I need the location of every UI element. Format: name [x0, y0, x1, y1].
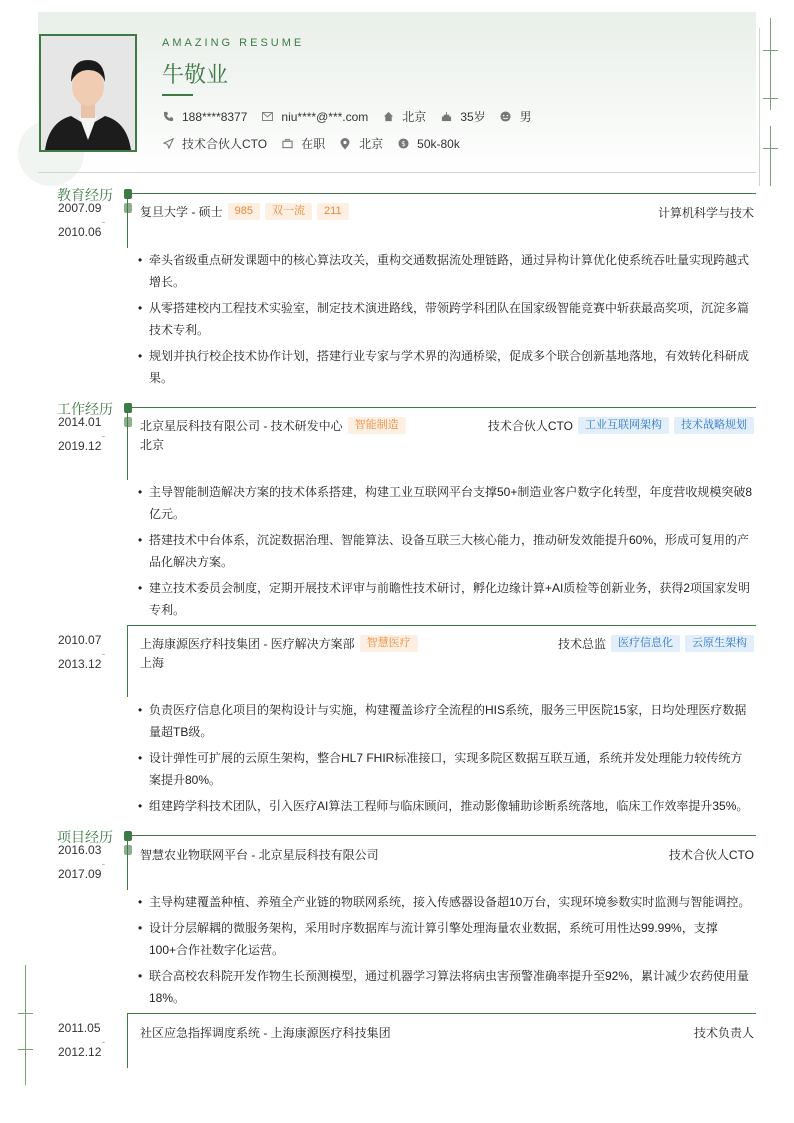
education-bullets [138, 249, 754, 393]
list-item: • 主导构建覆盖种植、养殖全产业链的物联网系统，接入传感器设备超10万台，实现环境参数实时监测与智能调控。 [138, 891, 754, 913]
timeline-marker [124, 845, 132, 855]
timeline-marker [124, 417, 132, 427]
location-pin-icon [339, 138, 351, 150]
section-title-work: 工作经历 [57, 401, 113, 417]
phone-item [162, 110, 247, 124]
date-separator: - [102, 649, 105, 659]
start-date: 2014.01 [58, 415, 102, 429]
skill-tag: 医疗信息化 [611, 635, 680, 652]
decorative-tick [18, 1049, 33, 1050]
date-separator: - [102, 431, 105, 441]
city-item [382, 108, 426, 125]
date-separator: - [102, 217, 105, 227]
org-name: 北京星辰科技有限公司 - 技术研发中心 [140, 419, 343, 433]
decorative-line [25, 965, 26, 1085]
project-title: 社区应急指挥调度系统 - 上海康源医疗科技集团 [140, 1026, 391, 1040]
start-date: 2016.03 [58, 843, 102, 857]
send-icon [162, 138, 174, 150]
list-item: • 规划并执行校企技术协作计划，搭建行业专家与学术界的沟通桥梁，促成多个联合创新基地落地，有效转化科研成果。 [138, 345, 754, 389]
contact-row [162, 108, 546, 125]
list-item: • 主导智能制造解决方案的技术体系搭建，构建工业互联网平台支撑50+制造业客户数字化转型，年度营收规模突破8亿元。 [138, 481, 754, 525]
status-item [281, 135, 325, 152]
tag: 211 [317, 203, 349, 220]
decorative-tick [763, 148, 778, 149]
timeline-line [127, 1013, 128, 1068]
work-role-block [488, 417, 754, 434]
email-item [261, 110, 368, 124]
tag: 985 [228, 203, 260, 220]
education-header [140, 203, 349, 220]
role: 技术合伙人CTO [487, 419, 573, 433]
work-header [140, 635, 418, 652]
timeline-line [127, 625, 128, 697]
list-item: • 从零搭建校内工程技术实验室，制定技术演进路线，带领跨学科团队在国家级智能竞赛中斩获最高奖项，沉淀多篇技术专利。 [138, 297, 754, 341]
section-title-education: 教育经历 [57, 187, 113, 203]
timeline-line [127, 407, 128, 480]
entry-divider [127, 625, 756, 626]
industry-tag: 智能制造 [348, 417, 406, 434]
end-date: 2013.12 [58, 657, 102, 671]
start-date: 2007.09 [58, 201, 102, 215]
target-city-text: 北京 [359, 137, 384, 151]
decorative-line [770, 126, 771, 186]
project-role: 技术合伙人CTO [668, 848, 754, 862]
section-line [126, 835, 756, 836]
brand-label: AMAZING RESUME [162, 37, 305, 49]
smile-icon [500, 111, 512, 123]
timeline-marker [124, 403, 132, 413]
timeline-line [127, 193, 128, 248]
list-item: • 联合高校农科院开发作物生长预测模型，通过机器学习算法将病虫害预警准确率提升至92%，累计减少农药使用量18%。 [138, 965, 754, 1009]
entry-divider [127, 1013, 756, 1014]
portrait-image [41, 36, 135, 150]
phone-text: 188****8377 [182, 109, 248, 124]
list-item: • 牵头省级重点研发课题中的核心算法攻关，重构交通数据流处理链路，通过异构计算优化使系统吞吐量实现跨越式增长。 [138, 249, 754, 293]
money-icon [397, 138, 409, 150]
list-item: • 负责医疗信息化项目的架构设计与实施，构建覆盖诊疗全流程的HIS系统，服务三甲医院15家，日均处理医疗数据量超TB级。 [138, 699, 754, 743]
school-name: 复旦大学 - 硕士 [140, 205, 223, 219]
email-text: niu****@***.com [281, 109, 369, 124]
work-header [140, 417, 406, 434]
work-bullets [138, 699, 754, 821]
list-item: • 组建跨学科技术团队，引入医疗AI算法工程师与临床顾问，推动影像辅助诊断系统落地，临床工作效率提升35%。 [138, 795, 754, 817]
industry-tag: 智慧医疗 [360, 635, 418, 652]
salary-item [397, 137, 460, 151]
position-text: 技术合伙人CTO [182, 137, 268, 151]
decorative-line [770, 18, 771, 110]
list-item: • 设计弹性可扩展的云原生架构，整合HL7 FHIR标准接口，实现多院区数据互联互通，系统并发处理能力较传统方案提升80%。 [138, 747, 754, 791]
age-item [440, 108, 485, 125]
end-date: 2019.12 [58, 439, 102, 453]
cake-icon [440, 111, 452, 123]
section-title-projects: 项目经历 [57, 829, 113, 845]
end-date: 2010.06 [58, 225, 102, 239]
skill-tag: 工业互联网架构 [578, 417, 669, 434]
mail-icon [261, 111, 273, 123]
list-item: • 设计分层解耦的微服务架构，采用时序数据库与流计算引擎处理海量农业数据，系统可用性达99.99%，支撑100+合作社数字化运营。 [138, 917, 754, 961]
list-item: • 搭建技术中台体系，沉淀数据治理、智能算法、设备互联三大核心能力，推动研发效能提升60%，形成可复用的产品化解决方案。 [138, 529, 754, 573]
salary-text: 50k-80k [417, 136, 460, 151]
city-text: 北京 [402, 110, 427, 124]
gender-item [500, 108, 532, 125]
project-role: 技术负责人 [693, 1026, 754, 1040]
skill-tag: 云原生架构 [685, 635, 754, 652]
gender-text: 男 [519, 110, 532, 124]
org-name: 上海康源医疗科技集团 - 医疗解决方案部 [140, 637, 355, 651]
date-separator: - [102, 1037, 105, 1047]
end-date: 2017.09 [58, 867, 102, 881]
major: 计算机科学与技术 [657, 206, 754, 220]
list-item: • 建立技术委员会制度，定期开展技术评审与前瞻性技术研讨，孵化边缘计算+AI质检等创新业务，获得2项国家发明专利。 [138, 577, 754, 621]
decorative-tick [763, 50, 778, 51]
work-location: 上海 [140, 656, 165, 670]
candidate-name: 牛敬业 [162, 62, 229, 87]
work-location: 北京 [140, 438, 165, 452]
timeline-marker [124, 189, 132, 199]
timeline-line [127, 835, 128, 890]
date-separator: - [102, 859, 105, 869]
home-icon [382, 111, 394, 123]
role: 技术总监 [557, 637, 606, 651]
target-city-item [339, 135, 383, 152]
svg-text:$: $ [400, 138, 406, 148]
work-role-block [558, 635, 754, 652]
project-bullets [138, 891, 754, 1013]
briefcase-icon [281, 138, 293, 150]
age-text: 35岁 [460, 110, 486, 124]
start-date: 2011.05 [58, 1021, 101, 1035]
job-intent-row [162, 135, 474, 152]
work-bullets [138, 481, 754, 625]
skill-tag: 技术战略规划 [674, 417, 754, 434]
phone-icon [162, 111, 174, 123]
decorative-line [759, 28, 760, 186]
end-date: 2012.12 [58, 1045, 102, 1059]
status-text: 在职 [301, 137, 326, 151]
tag: 双一流 [265, 203, 312, 220]
section-line [126, 407, 756, 408]
project-title: 智慧农业物联网平台 - 北京星辰科技有限公司 [140, 848, 379, 862]
decorative-tick [763, 98, 778, 99]
position-item [162, 135, 267, 152]
header-divider [38, 172, 756, 173]
start-date: 2010.07 [58, 633, 102, 647]
profile-photo [39, 34, 137, 152]
name-underline [162, 94, 193, 96]
timeline-marker [124, 203, 132, 213]
decorative-tick [18, 1013, 33, 1014]
timeline-marker [124, 831, 132, 841]
section-line [126, 193, 756, 194]
